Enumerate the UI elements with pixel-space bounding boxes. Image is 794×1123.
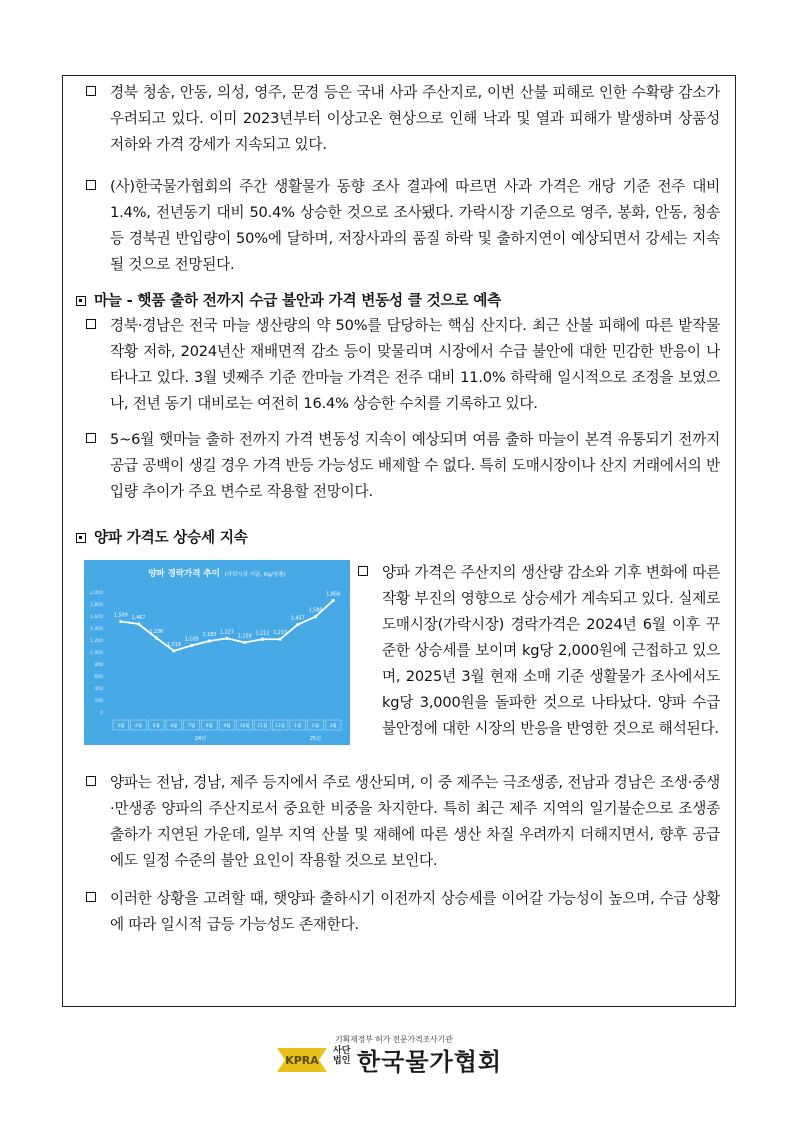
data-point	[155, 636, 158, 639]
paragraph-apple-price	[110, 174, 720, 278]
data-point	[296, 623, 299, 626]
paragraph-garlic-supply	[110, 313, 720, 417]
x-tick-label: 3월	[117, 724, 125, 729]
data-label: 1,588	[308, 608, 323, 614]
paragraph-onion-regions	[110, 770, 720, 874]
data-label: 1,109	[184, 637, 199, 643]
kpra-logo-text: KPRA	[285, 1054, 319, 1067]
x-tick-label: 6월	[170, 724, 178, 729]
data-point	[314, 615, 317, 618]
data-point	[278, 638, 281, 641]
checkbox-bullet-icon	[358, 566, 368, 576]
x-tick-label: 11월	[257, 724, 268, 729]
heading-text: 마늘 - 햇품 출하 전까지 수급 불안과 가격 변동성 클 것으로 예측	[94, 292, 501, 309]
chart-subtitle: (가락시장 기준, Kg/상품)	[224, 572, 286, 578]
corp-line-2: 법인	[333, 1056, 351, 1066]
checkbox-bullet-icon	[86, 180, 96, 190]
paragraph-text: 양파는 전남, 경남, 제주 등지에서 주로 생산되며, 이 중 제주는 극조생종, 전남과 경남은 조생·중생·만생종 양파의 주산지로서 중요한 비중을 차지한다. 특히 최근 제주 지역의 일기불순으로 조생종 출하가 지연된 가운데, 일부 지역 산불 및 재해에 따른 생산 차질 우려까지 더해지면서, 향후 공급에도 일정 수준의 불안 요인이 작용할 것으로 보인다.	[110, 774, 720, 869]
checkbox-bullet-icon	[86, 433, 96, 443]
checkbox-bullet-icon	[86, 892, 96, 902]
y-tick-label: 800	[94, 663, 103, 668]
checkbox-bullet-icon	[86, 776, 96, 786]
y-tick-label: 200	[94, 699, 103, 704]
checkbox-bullet-icon	[86, 319, 96, 329]
data-point	[172, 649, 175, 652]
data-point	[261, 638, 264, 641]
corp-line-1: 사단	[333, 1046, 351, 1056]
chart-title-text: 양파 경락가격 추이	[148, 569, 220, 579]
x-tick-label: 12월	[275, 724, 286, 729]
checkbox-bullet-icon	[86, 86, 96, 96]
y-tick-label: 2,000	[90, 591, 103, 596]
data-label: 1,019	[167, 642, 181, 648]
footer-org-name: 한국물가협회	[357, 1048, 503, 1076]
y-tick-label: 1,200	[90, 639, 103, 644]
y-tick-label: 600	[94, 675, 103, 680]
section-heading-onion	[76, 527, 726, 549]
x-tick-label: 9월	[223, 724, 231, 729]
kpra-logo-icon	[275, 1042, 329, 1078]
data-label: 1,858	[326, 592, 341, 598]
data-point	[332, 599, 335, 602]
x-tick-label: 2월	[311, 724, 320, 729]
year-label: 24년	[194, 736, 207, 742]
data-label: 1,159	[237, 634, 252, 640]
y-tick-label: 400	[94, 687, 103, 692]
y-tick-label: 1,400	[90, 627, 103, 632]
data-point	[243, 641, 246, 644]
data-label: 1,212	[255, 631, 270, 637]
x-tick-label: 8월	[205, 724, 213, 729]
paragraph-text: 경북·경남은 전국 마늘 생산량의 약 50%를 담당하는 핵심 산지다. 최근 산불 피해에 따른 밭작물 작황 저하, 2024년산 재배면적 감소 등이 맞물리며 시장에서 수급 불안에 대한 민감한 반응이 나타나고 있다. 3월 넷째주 기준 깐마늘 가격은 전주 대비 11.0% 하락해 일시적으로 조정을 보였으나, 전년 동기 대비로는 여전히 16.4% 상승한 수치를 기록하고 있다.	[110, 317, 720, 412]
footer-subtitle: 기획재정부 허가 전문가격조사기관	[335, 1035, 453, 1044]
paragraph-apple-damage	[110, 80, 720, 158]
x-tick-label: 5월	[152, 724, 160, 729]
data-label: 1,213	[273, 631, 287, 637]
chart-title	[148, 568, 286, 579]
section-square-icon	[76, 533, 86, 543]
x-tick-label: 1월	[294, 724, 302, 729]
onion-price-chart-svg	[84, 560, 350, 745]
x-tick-label: 4월	[134, 724, 143, 729]
data-point	[190, 644, 193, 647]
paragraph-text: 양파 가격은 주산지의 생산량 감소와 기후 변화에 따른 작황 부진의 영향으로 상승세가 계속되고 있다. 실제로 도매시장(가락시장) 경락가격은 2024년 6월 이후 꾸준한 상승세를 보이며 kg당 2,000원에 근접하고 있으며, 2025년 3월 현재 소매 기준 생활물가 조사에서도 kg당 3,000원을 돌파한 것으로 나타났다. 양파 수급 불안정에 대한 시장의 반응을 반영한 것으로 해석된다.	[382, 564, 720, 737]
data-label: 1,236	[149, 629, 164, 635]
paragraph-garlic-outlook	[110, 427, 720, 505]
data-label: 1,509	[113, 613, 128, 619]
data-label: 1,467	[131, 615, 146, 621]
y-tick-label: 1,800	[90, 603, 103, 608]
data-point	[119, 620, 122, 623]
paragraph-onion-outlook	[110, 886, 720, 938]
y-tick-label: 1,000	[90, 651, 103, 656]
heading-text: 양파 가격도 상승세 지속	[94, 529, 248, 546]
paragraph-onion-price	[382, 560, 720, 742]
section-square-icon	[76, 296, 86, 306]
footer-org-logo	[275, 1034, 525, 1080]
data-point	[208, 639, 211, 642]
data-point	[137, 622, 140, 625]
data-label: 1,183	[202, 633, 217, 639]
paragraph-text: (사)한국물가협회의 주간 생활물가 동향 조사 결과에 따르면 사과 가격은 개당 기준 전주 대비 1.4%, 전년동기 대비 50.4% 상승한 것으로 조사됐다. 가락시장 기준으로 영주, 봉화, 안동, 청송 등 경북권 반입량이 50%에 달하며, 저장사과의 품질 하락 및 출하지연이 예상되면서 강세는 지속될 것으로 전망된다.	[110, 178, 720, 273]
paragraph-text: 경북 청송, 안동, 의성, 영주, 문경 등은 국내 사과 주산지로, 이번 산불 피해로 인한 수확량 감소가 우려되고 있다. 이미 2023년부터 이상고온 현상으로 인해 낙과 및 열과 피해가 발생하며 상품성 저하와 가격 강세가 지속되고 있다.	[110, 84, 720, 153]
footer-corp-label	[333, 1046, 357, 1066]
year-label: 25년	[309, 736, 322, 742]
section-heading-garlic	[76, 290, 726, 312]
paragraph-text: 이러한 상황을 고려할 때, 햇양파 출하시기 이전까지 상승세를 이어갈 가능성이 높으며, 수급 상황에 따라 일시적 급등 가능성도 존재한다.	[110, 890, 720, 933]
onion-price-chart	[84, 560, 350, 745]
y-tick-label: 0	[100, 711, 103, 716]
data-label: 1,457	[290, 616, 305, 622]
x-tick-label: 3월	[329, 724, 337, 729]
y-tick-label: 1,600	[90, 615, 103, 620]
data-point	[225, 637, 228, 640]
data-label: 1,227	[220, 630, 234, 636]
x-tick-label: 7월	[188, 724, 196, 729]
paragraph-text: 5~6월 햇마늘 출하 전까지 가격 변동성 지속이 예상되며 여름 출하 마늘이 본격 유통되기 전까지 공급 공백이 생길 경우 가격 반등 가능성도 배제할 수 없다. 특히 도매시장이나 산지 거래에서의 반입량 추이가 주요 변수로 작용할 전망이다.	[110, 431, 720, 500]
x-tick-label: 10월	[239, 724, 250, 729]
series-line	[121, 601, 333, 651]
